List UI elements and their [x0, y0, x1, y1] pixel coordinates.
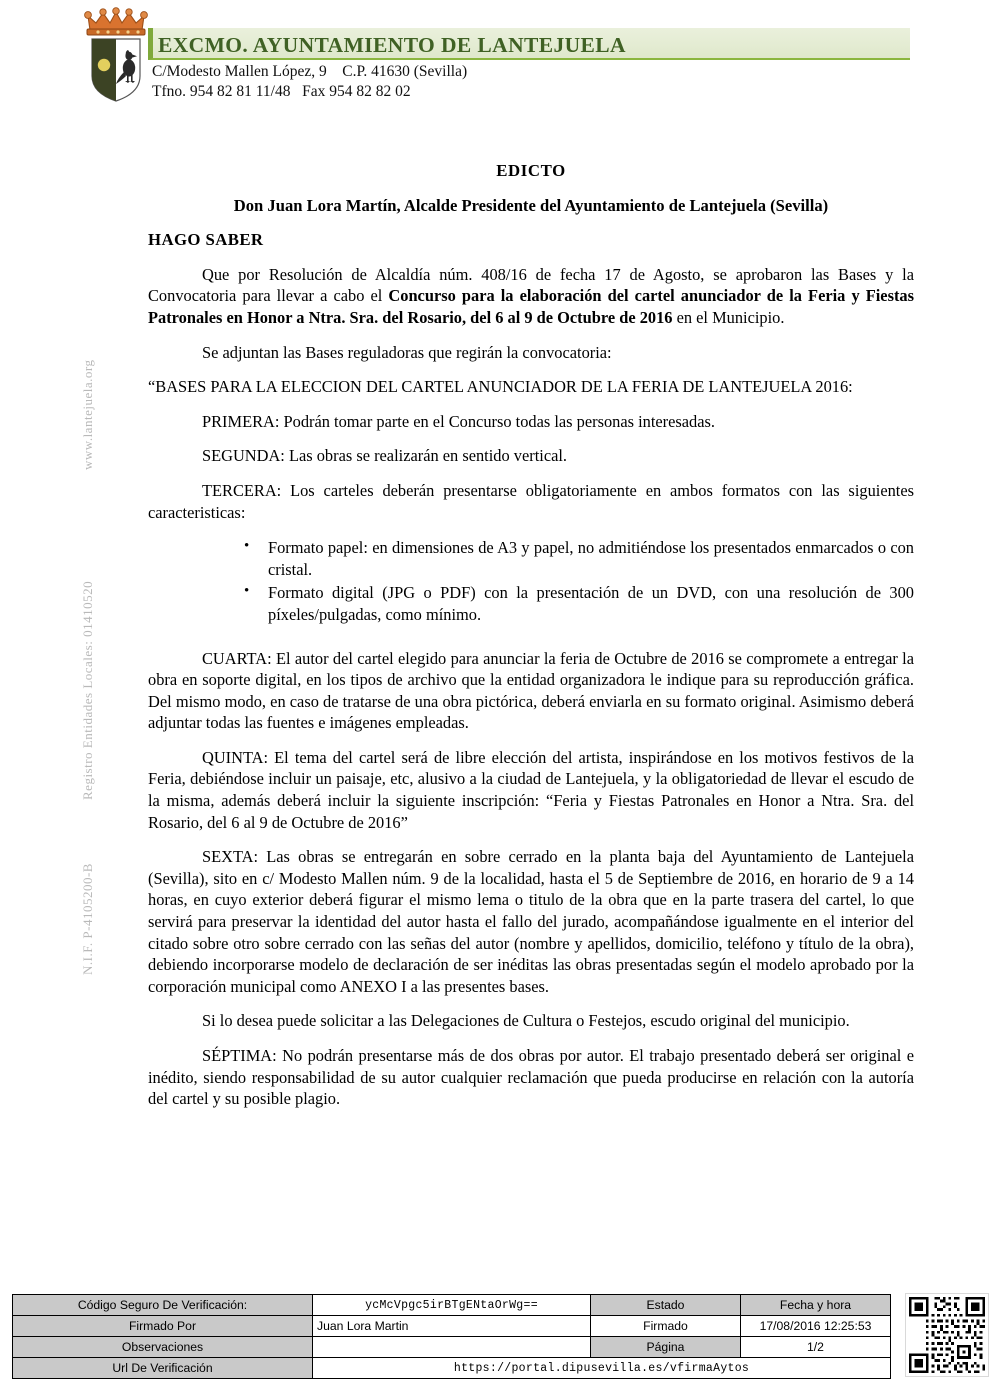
margin-note-website: www.lantejuela.org: [80, 359, 95, 470]
format-requirements-list: [148, 537, 914, 625]
table-row: [13, 1358, 891, 1379]
address-line-2: Tfno. 954 82 81 11/48 Fax 954 82 82 02: [152, 83, 411, 100]
bases-heading: “BASES PARA LA ELECCION DEL CARTEL ANUNCIADOR DE LA FERIA DE LANTEJUELA 2016:: [148, 377, 853, 397]
entity-address: [152, 62, 467, 102]
qr-code-icon: [905, 1293, 989, 1377]
clause-sexta: SEXTA: Las obras se entregarán en sobre cerrado en la planta baja del Ayuntamiento de Lantejuela (Sevilla), sito en c/ Modesto Mallen núm. 9 de la localidad, hasta el 5 de Septiembre de 2016, en horario de 9 a 14 horas, en cuyo exterior deberá figurar el mismo lema o titulo de la obra que en la parte trasera del cartel, lo que servirá para preservar la identidad del autor hasta el fallo del jurado, acompañándose igualmente en el interior del citado sobre otro sobre cerrado con las señas del autor (nombre y apellidos, domicilio, teléfono y título de la obra), debiendo incorporarse modelo de declaración de ser inéditas las obras presentadas según el modelo aprobado por la corporación municipal como ANEXO I a las presentes bases.: [148, 847, 914, 996]
declaration-heading: HAGO SABER: [148, 230, 264, 250]
observations-label: Observaciones: [13, 1337, 313, 1358]
csv-value: ycMcVpgc5irBTgENtaOrWg==: [313, 1295, 591, 1316]
officer-line: Don Juan Lora Martín, Alcalde Presidente del Ayuntamiento de Lantejuela (Sevilla): [233, 195, 829, 215]
clause-segunda: SEGUNDA: Las obras se realizarán en sentido vertical.: [202, 446, 568, 466]
fecha-label: Fecha y hora: [741, 1295, 891, 1316]
resolution-text-pre: Que por Resolución de Alcaldía núm. 408/16 de fecha 17 de Agosto, se aprobaron las Bases y la Convocatoria para llevar a cabo el: [148, 264, 914, 306]
list-item: • Formato papel: en dimensiones de A3 y papel, no admitiéndose los presentados enmarcados o con cristal.: [244, 537, 914, 580]
margin-note-nif: N.I.F. P-4105200-B: [80, 863, 95, 975]
verification-table: [12, 1294, 891, 1379]
url-label: Url De Verificación: [13, 1358, 313, 1379]
resolution-text-post: en el Municipio.: [672, 307, 785, 327]
paragraph-attached-bases: Se adjuntan las Bases reguladoras que regirán la convocatoria:: [202, 342, 612, 362]
list-item: • Formato digital (JPG o PDF) con la presentación de un DVD, con una resolución de 300 píxeles/pulgadas, como mínimo.: [244, 582, 914, 625]
table-row: [13, 1316, 891, 1337]
document-body: [148, 160, 914, 1123]
paragraph-resolution: [148, 264, 914, 329]
clause-quinta: QUINTA: El tema del cartel será de libre elección del artista, inspirándose en los motivos festivos de la Feria, debiéndose incluir un paisaje, etc, alusivo a la ciudad de Lantejuela, y la obligatoriedad de llevar el escudo de la misma, además deberá incluir la siguiente inscripción: “Feria y Fiestas Patronales en Honor a Ntra. Sra. del Rosario, del 6 al 9 de Octubre de 2016”: [148, 747, 914, 832]
margin-note-registry: Registro Entidades Locales: 01410520: [80, 580, 95, 800]
url-value[interactable]: https://portal.dipusevilla.es/vfirmaAytos: [313, 1358, 891, 1379]
clause-septima: SÉPTIMA: No podrán presentarse más de dos obras por autor. El trabajo presentado deberá ser original e inédito, siendo responsabilidad de su autor cualquier reclamación que pueda producirse en relación con la autoría del cartel y su posible plagio.: [148, 1046, 914, 1109]
observations-value: [313, 1337, 591, 1358]
clause-primera: PRIMERA: Podrán tomar parte en el Concurso todas las personas interesadas.: [202, 411, 716, 431]
clause-cuarta: CUARTA: El autor del cartel elegido para anunciar la feria de Octubre de 2016 se compromete a entregar la obra en soporte digital, en los tipos de archivo que la entidad organizadora le indique para su reproducción gráfica. Del mismo modo, en caso de tratarse de una obra pictórica, deberá enviarla en su formato original. Asimismo deberá adjuntar todas las fuentes e imágenes empleadas.: [148, 648, 914, 733]
paragraph-shield-request: Si lo desea puede solicitar a las Delegaciones de Cultura o Festejos, escudo original del municipio.: [202, 1011, 850, 1031]
estado-value: Firmado: [591, 1316, 741, 1337]
page-value: 1/2: [741, 1337, 891, 1358]
letterhead: [0, 0, 1000, 115]
document-title: EDICTO: [496, 161, 566, 180]
page-label: Página: [591, 1337, 741, 1358]
signed-by-value: Juan Lora Martin: [313, 1316, 591, 1337]
csv-label: Código Seguro De Verificación:: [13, 1295, 313, 1316]
estado-label: Estado: [591, 1295, 741, 1316]
address-line-1: C/Modesto Mallen López, 9 C.P. 41630 (Sevilla): [152, 63, 468, 80]
entity-title: EXCMO. AYUNTAMIENTO DE LANTEJUELA: [158, 33, 626, 57]
coat-of-arms-icon: [74, 6, 158, 104]
clause-tercera: TERCERA: Los carteles deberán presentarse obligatoriamente en ambos formatos con las siguientes caracteristicas:: [148, 480, 914, 522]
table-row: [13, 1337, 891, 1358]
resolution-contest-name: Concurso para la elaboración del cartel anunciador de la Feria y Fiestas Patronales en Honor a Ntra. Sra. del Rosario, del 6 al 9 de Octubre de 2016: [148, 286, 914, 327]
table-row: [13, 1295, 891, 1316]
fecha-value: 17/08/2016 12:25:53: [741, 1316, 891, 1337]
signed-by-label: Firmado Por: [13, 1316, 313, 1337]
